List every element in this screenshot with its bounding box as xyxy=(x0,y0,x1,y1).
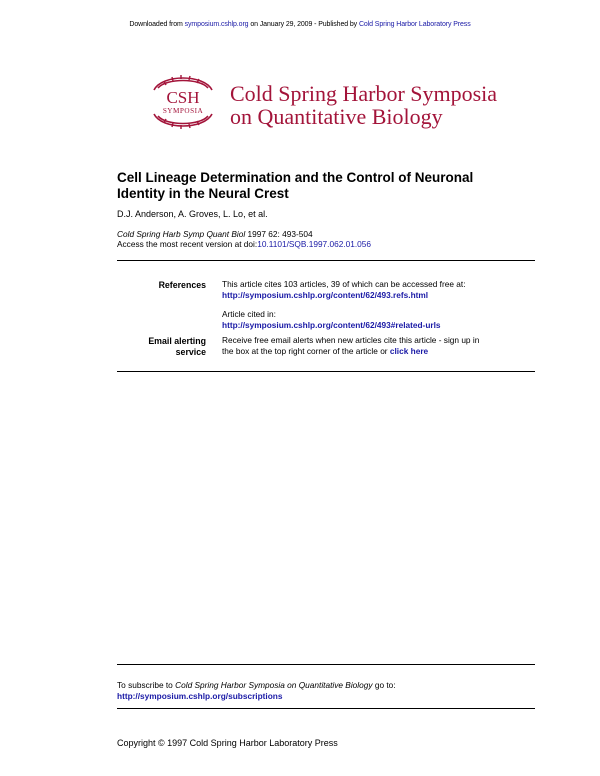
logo-mark-bottom: SYMPOSIA xyxy=(162,107,204,115)
access-text: Access the most recent version at doi: xyxy=(117,239,258,249)
title-line-1: Cell Lineage Determination and the Control of Neuronal xyxy=(117,170,474,185)
references-text: This article cites 103 articles, 39 of which can be accessed free at: xyxy=(222,279,466,289)
email-alerting-label-line-2: service xyxy=(175,346,206,357)
title-line-2: Identity in the Neural Crest xyxy=(117,186,289,201)
divider-middle xyxy=(117,371,535,372)
email-alerting-label xyxy=(117,336,206,357)
csh-symposia-logo-icon xyxy=(148,68,218,134)
logo-line-1: Cold Spring Harbor Symposia xyxy=(230,81,498,106)
citation-journal: Cold Spring Harb Symp Quant Biol xyxy=(117,229,246,239)
email-alerting-body xyxy=(222,335,542,356)
cited-in-url[interactable]: http://symposium.cshlp.org/content/62/493#related-urls xyxy=(222,319,441,330)
references-body xyxy=(222,279,542,330)
citation-volume: 1997 62: 493-504 xyxy=(247,229,313,239)
divider-bottom xyxy=(117,708,535,709)
article-title xyxy=(117,170,537,202)
source-link[interactable]: symposium.cshlp.org xyxy=(184,21,249,28)
email-alerting-label-line-1: Email alerting xyxy=(148,336,206,346)
logo-mark-top: CSH xyxy=(166,88,200,107)
article-authors: D.J. Anderson, A. Groves, L. Lo, et al. xyxy=(117,209,268,219)
references-url[interactable]: http://symposium.cshlp.org/content/62/493.refs.html xyxy=(222,289,429,300)
click-here-link[interactable]: click here xyxy=(389,345,429,356)
divider-top xyxy=(117,260,535,261)
references-label: References xyxy=(158,280,206,290)
journal-logo xyxy=(148,68,518,134)
doi-link[interactable]: 10.1101/SQB.1997.062.01.056 xyxy=(257,239,371,249)
download-prefix: Downloaded from xyxy=(129,21,183,28)
subscribe-prefix: To subscribe to xyxy=(117,680,173,690)
divider-lower xyxy=(117,664,535,665)
copyright-notice: Copyright © 1997 Cold Spring Harbor Laboratory Press xyxy=(117,738,338,748)
alerting-text-line-2: the box at the top right corner of the article or xyxy=(222,345,388,356)
subscribe-journal: Cold Spring Harbor Symposia on Quantitative Biology xyxy=(175,680,373,690)
download-notice xyxy=(0,21,600,28)
article-citation xyxy=(117,229,371,249)
publisher-link[interactable]: Cold Spring Harbor Laboratory Press xyxy=(358,21,471,28)
logo-wordmark xyxy=(230,82,497,128)
subscribe-notice xyxy=(117,680,396,701)
cited-in-text: Article cited in: xyxy=(222,309,276,319)
download-date: on January 29, 2009 - Published by xyxy=(250,21,358,28)
subscribe-url[interactable]: http://symposium.cshlp.org/subscriptions xyxy=(117,690,283,701)
alerting-text-line-1: Receive free email alerts when new articles cite this article - sign up in xyxy=(222,335,480,345)
logo-line-2: on Quantitative Biology xyxy=(230,104,443,129)
subscribe-suffix: go to: xyxy=(374,680,396,690)
